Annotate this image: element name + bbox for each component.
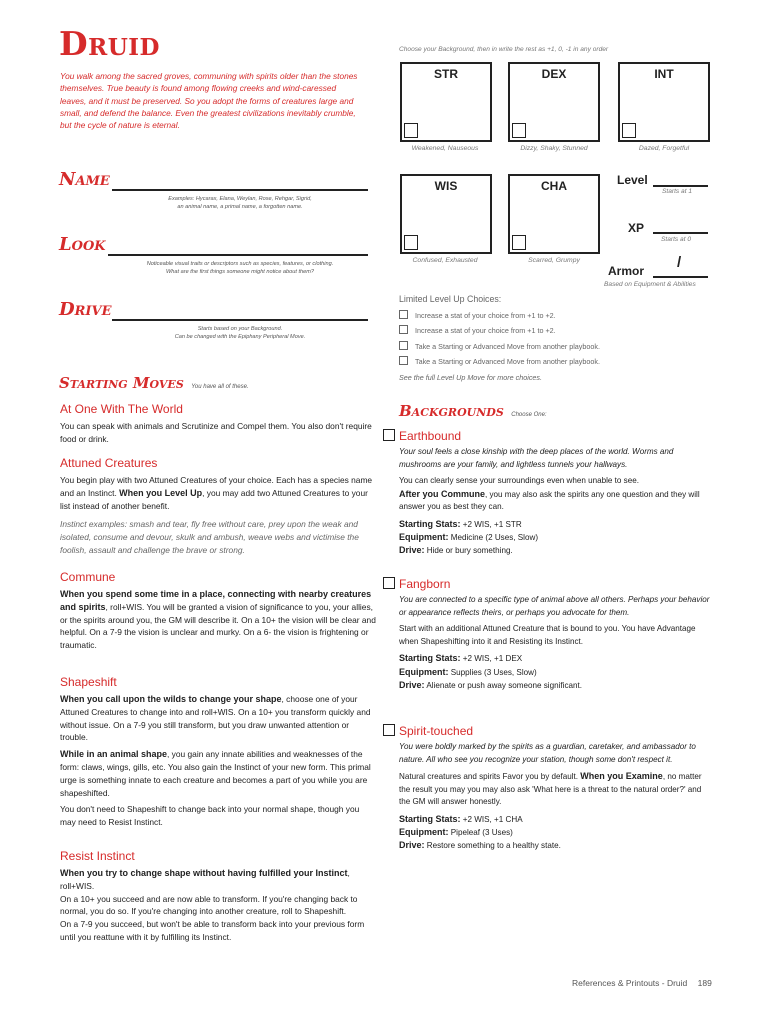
look-hint: Noticeable visual traits or descriptors such as species, features, or clothing. What are the first things someone might notice about them? <box>146 261 334 275</box>
drive-field[interactable] <box>112 319 368 321</box>
page-footer <box>572 978 712 988</box>
move-name: Resist Instinct <box>60 849 135 863</box>
background-stats: Starting Stats: +2 WIS, +1 DEX <box>399 653 523 664</box>
stat-label: DEX <box>541 67 567 81</box>
background-equipment: Equipment: Pipeleaf (3 Uses) <box>399 827 513 838</box>
stat-label: WIS <box>434 179 458 193</box>
drive-label: Drive <box>59 299 112 320</box>
page-number: 189 <box>697 978 712 988</box>
drive-hint: Starts based on your Background. Can be changed with the Epiphany Peripheral Move. <box>174 326 306 340</box>
checkbox-icon[interactable] <box>399 356 408 365</box>
name-hint: Examples: Hycarax, Elana, Weylan, Rose, Rehgar, Sigrid, an animal name, a primal name, a forgotten name. <box>168 196 312 210</box>
move-text-7to9: On a 7-9 you succeed, but won't be able to transform back into your previous form until you reattune with it by fulfilling its Instinct. <box>60 919 365 942</box>
debility-checkbox[interactable] <box>404 235 418 250</box>
background-fangborn <box>383 577 711 692</box>
move-name: Commune <box>60 570 116 584</box>
debility-checkbox[interactable] <box>622 123 636 138</box>
checkbox-icon[interactable] <box>399 325 408 334</box>
move-text: When you try to change shape without having fulfilled your Instinct, roll+WIS. <box>60 868 350 891</box>
str-debility: Weakened, Nauseous <box>411 145 479 152</box>
move-text: You begin play with two Attuned Creatures of your choice. Each has a species name and an Instinct. When you Level Up, you may add two Attuned Creatures to your list instead of another benefit. <box>60 475 373 511</box>
backgrounds-header: Backgrounds Choose One: <box>399 402 547 420</box>
move-text-10plus: On a 10+ you succeed and are now able to transform. If you're changing back to normal, you do so. If you're changing into another creature, roll to Shapeshift. <box>60 893 358 917</box>
background-stats: Starting Stats: +2 WIS, +1 STR <box>399 518 522 529</box>
stat-label: INT <box>654 67 674 81</box>
move-at-one-with-the-world <box>60 402 376 450</box>
move-name: Attuned Creatures <box>60 456 158 470</box>
background-drive: Drive: Alienate or push away someone significant. <box>399 679 582 690</box>
level-label: Level <box>617 173 648 187</box>
level-up-title: Limited Level Up Choices: <box>399 294 502 304</box>
starting-moves-header: Starting Moves You have all of these. <box>59 374 249 392</box>
checkbox-icon[interactable] <box>399 310 408 319</box>
background-equipment: Equipment: Medicine (2 Uses, Slow) <box>399 532 539 543</box>
background-earthbound <box>383 429 711 558</box>
stat-str[interactable] <box>400 62 492 142</box>
move-resist-instinct <box>60 849 376 944</box>
move-text: When you call upon the wilds to change your shape, choose one of your Attuned Creatures to change into and roll+WIS. On a 10+ you transform quickly and without issue. On a 7-9 you still transform, but you draw unwanted attention or trouble. <box>60 694 371 743</box>
checkbox-icon[interactable] <box>383 429 395 441</box>
level-up-choice[interactable]: Take a Starting or Advanced Move from another playbook. <box>399 339 600 355</box>
background-option[interactable]: Fangborn <box>383 577 711 591</box>
background-text: You can clearly sense your surroundings even when unable to see. After you Commune, you may also ask the spirits any one question and they will answer you as best they can. <box>399 476 700 512</box>
background-option[interactable]: Spirit-touched <box>383 724 711 738</box>
cha-debility: Scarred, Grumpy <box>528 257 580 264</box>
move-shapeshift <box>60 675 376 833</box>
debility-checkbox[interactable] <box>404 123 418 138</box>
background-text: Start with an additional Attuned Creature that is bound to you. You have Advantage when Shapeshifting into it and Resisting its Instinct. <box>399 624 696 646</box>
move-text-return: You don't need to Shapeshift to change back into your normal shape, though you may need to Resist Instinct. <box>60 804 360 828</box>
level-up-choice[interactable]: Increase a stat of your choice from +1 to +2. <box>399 308 600 324</box>
name-field[interactable] <box>112 189 368 191</box>
move-name: Shapeshift <box>60 675 117 689</box>
background-option[interactable]: Earthbound <box>383 429 711 443</box>
level-up-choice[interactable]: Take a Starting or Advanced Move from another playbook. <box>399 354 600 370</box>
look-label: Look <box>59 234 106 255</box>
xp-hint: Starts at 0 <box>661 236 692 243</box>
background-flavor: Your soul feels a close kinship with the deep places of the world. Worms and mushrooms are your family, and lightless tunnels your hallways. <box>399 447 674 469</box>
armor-label: Armor <box>608 264 645 278</box>
move-attuned-creatures <box>60 456 376 561</box>
checkbox-icon[interactable] <box>399 341 408 350</box>
armor-separator: / <box>677 254 682 271</box>
move-text: When you spend some time in a place, connecting with nearby creatures and spirits, roll+WIS. You will be granted a vision of significance to you, your allies, or the spirits around you, the GM will describe it. On a 10+ the vision will be clear and helpful. On a 7-9 the vision is unclear and murky. On a 6- the vision is frightening or traumatic. <box>60 589 376 651</box>
class-intro: You walk among the sacred groves, communing with spirits older than the stones themselves. True beauty is found among flowing creeks and wind-caressed leaves, and it must be preserved. So you adopt the forms of creatures large and small, and defend the balance. Even the greatest civilizations inevitably crumble, but the cycle of nature is eternal. <box>60 71 358 131</box>
checkbox-icon[interactable] <box>383 724 395 736</box>
background-drive: Drive: Restore something to a healthy state. <box>399 840 561 851</box>
int-debility: Dazed, Forgetful <box>638 145 690 152</box>
wis-debility: Confused, Exhausted <box>412 257 478 264</box>
level-up-footer: See the full Level Up Move for more choices. <box>399 372 543 382</box>
move-name: At One With The World <box>60 402 183 416</box>
stat-cha[interactable] <box>508 174 600 254</box>
level-up-choice[interactable]: Increase a stat of your choice from +1 to +2. <box>399 323 600 339</box>
background-equipment: Equipment: Supplies (3 Uses, Slow) <box>399 666 537 677</box>
armor-field[interactable] <box>653 276 708 278</box>
move-commune <box>60 570 376 656</box>
level-up-choices <box>399 292 600 385</box>
background-spirit-touched <box>383 724 711 853</box>
instinct-examples: Instinct examples: smash and tear, fly free without care, prey upon the weak and isolated, consume and devour, skulk and ambush, weave webs and victimise the foolish, assault and challenge the brave or strong. <box>60 519 359 555</box>
stat-dex[interactable] <box>508 62 600 142</box>
name-label: Name <box>59 169 110 190</box>
background-stats: Starting Stats: +2 WIS, +1 CHA <box>399 813 523 824</box>
background-flavor: You were boldly marked by the spirits as a guardian, caretaker, and ambassador to nature. All who see you recognize your station, though some don't respect it. <box>399 742 696 764</box>
stat-int[interactable] <box>618 62 710 142</box>
background-flavor: You are connected to a specific type of animal above all others. Perhaps your behavior or appearance reflects theirs, or perhaps you advocate for them. <box>399 595 710 617</box>
level-field[interactable] <box>653 185 708 187</box>
level-hint: Starts at 1 <box>662 188 693 195</box>
footer-text: References & Printouts - Druid <box>572 978 688 988</box>
move-text: You can speak with animals and Scrutinize and Compel them. You also don't require food or drink. <box>60 421 372 444</box>
xp-field[interactable] <box>653 232 708 234</box>
xp-label: XP <box>628 221 645 235</box>
background-drive: Drive: Hide or bury something. <box>399 545 513 556</box>
background-text: Natural creatures and spirits Favor you by default. When you Examine, no matter the result you may you may also ask 'What here is a threat to the natural order?' and the GM will answer honestly. <box>399 771 702 807</box>
dex-debility: Dizzy, Shaky, Stunned <box>520 145 588 152</box>
debility-checkbox[interactable] <box>512 123 526 138</box>
stat-wis[interactable] <box>400 174 492 254</box>
armor-hint: Based on Equipment & Abilities <box>604 281 696 288</box>
stat-label: STR <box>434 67 458 81</box>
stat-label: CHA <box>541 179 567 193</box>
move-text-animal-shape: While in an animal shape, you gain any innate abilities and weaknesses of the form: claws, wings, gills, etc. You also gain the Instinct of your new form. This primal urge is something innate to each creature and becomes a part of you while you are shapeshifted. <box>60 749 371 798</box>
page-title: Druid <box>59 24 160 63</box>
look-field[interactable] <box>108 254 368 256</box>
stats-instructions: Choose your Background, then in write the rest as +1, 0, -1 in any order <box>399 46 609 53</box>
checkbox-icon[interactable] <box>383 577 395 589</box>
debility-checkbox[interactable] <box>512 235 526 250</box>
